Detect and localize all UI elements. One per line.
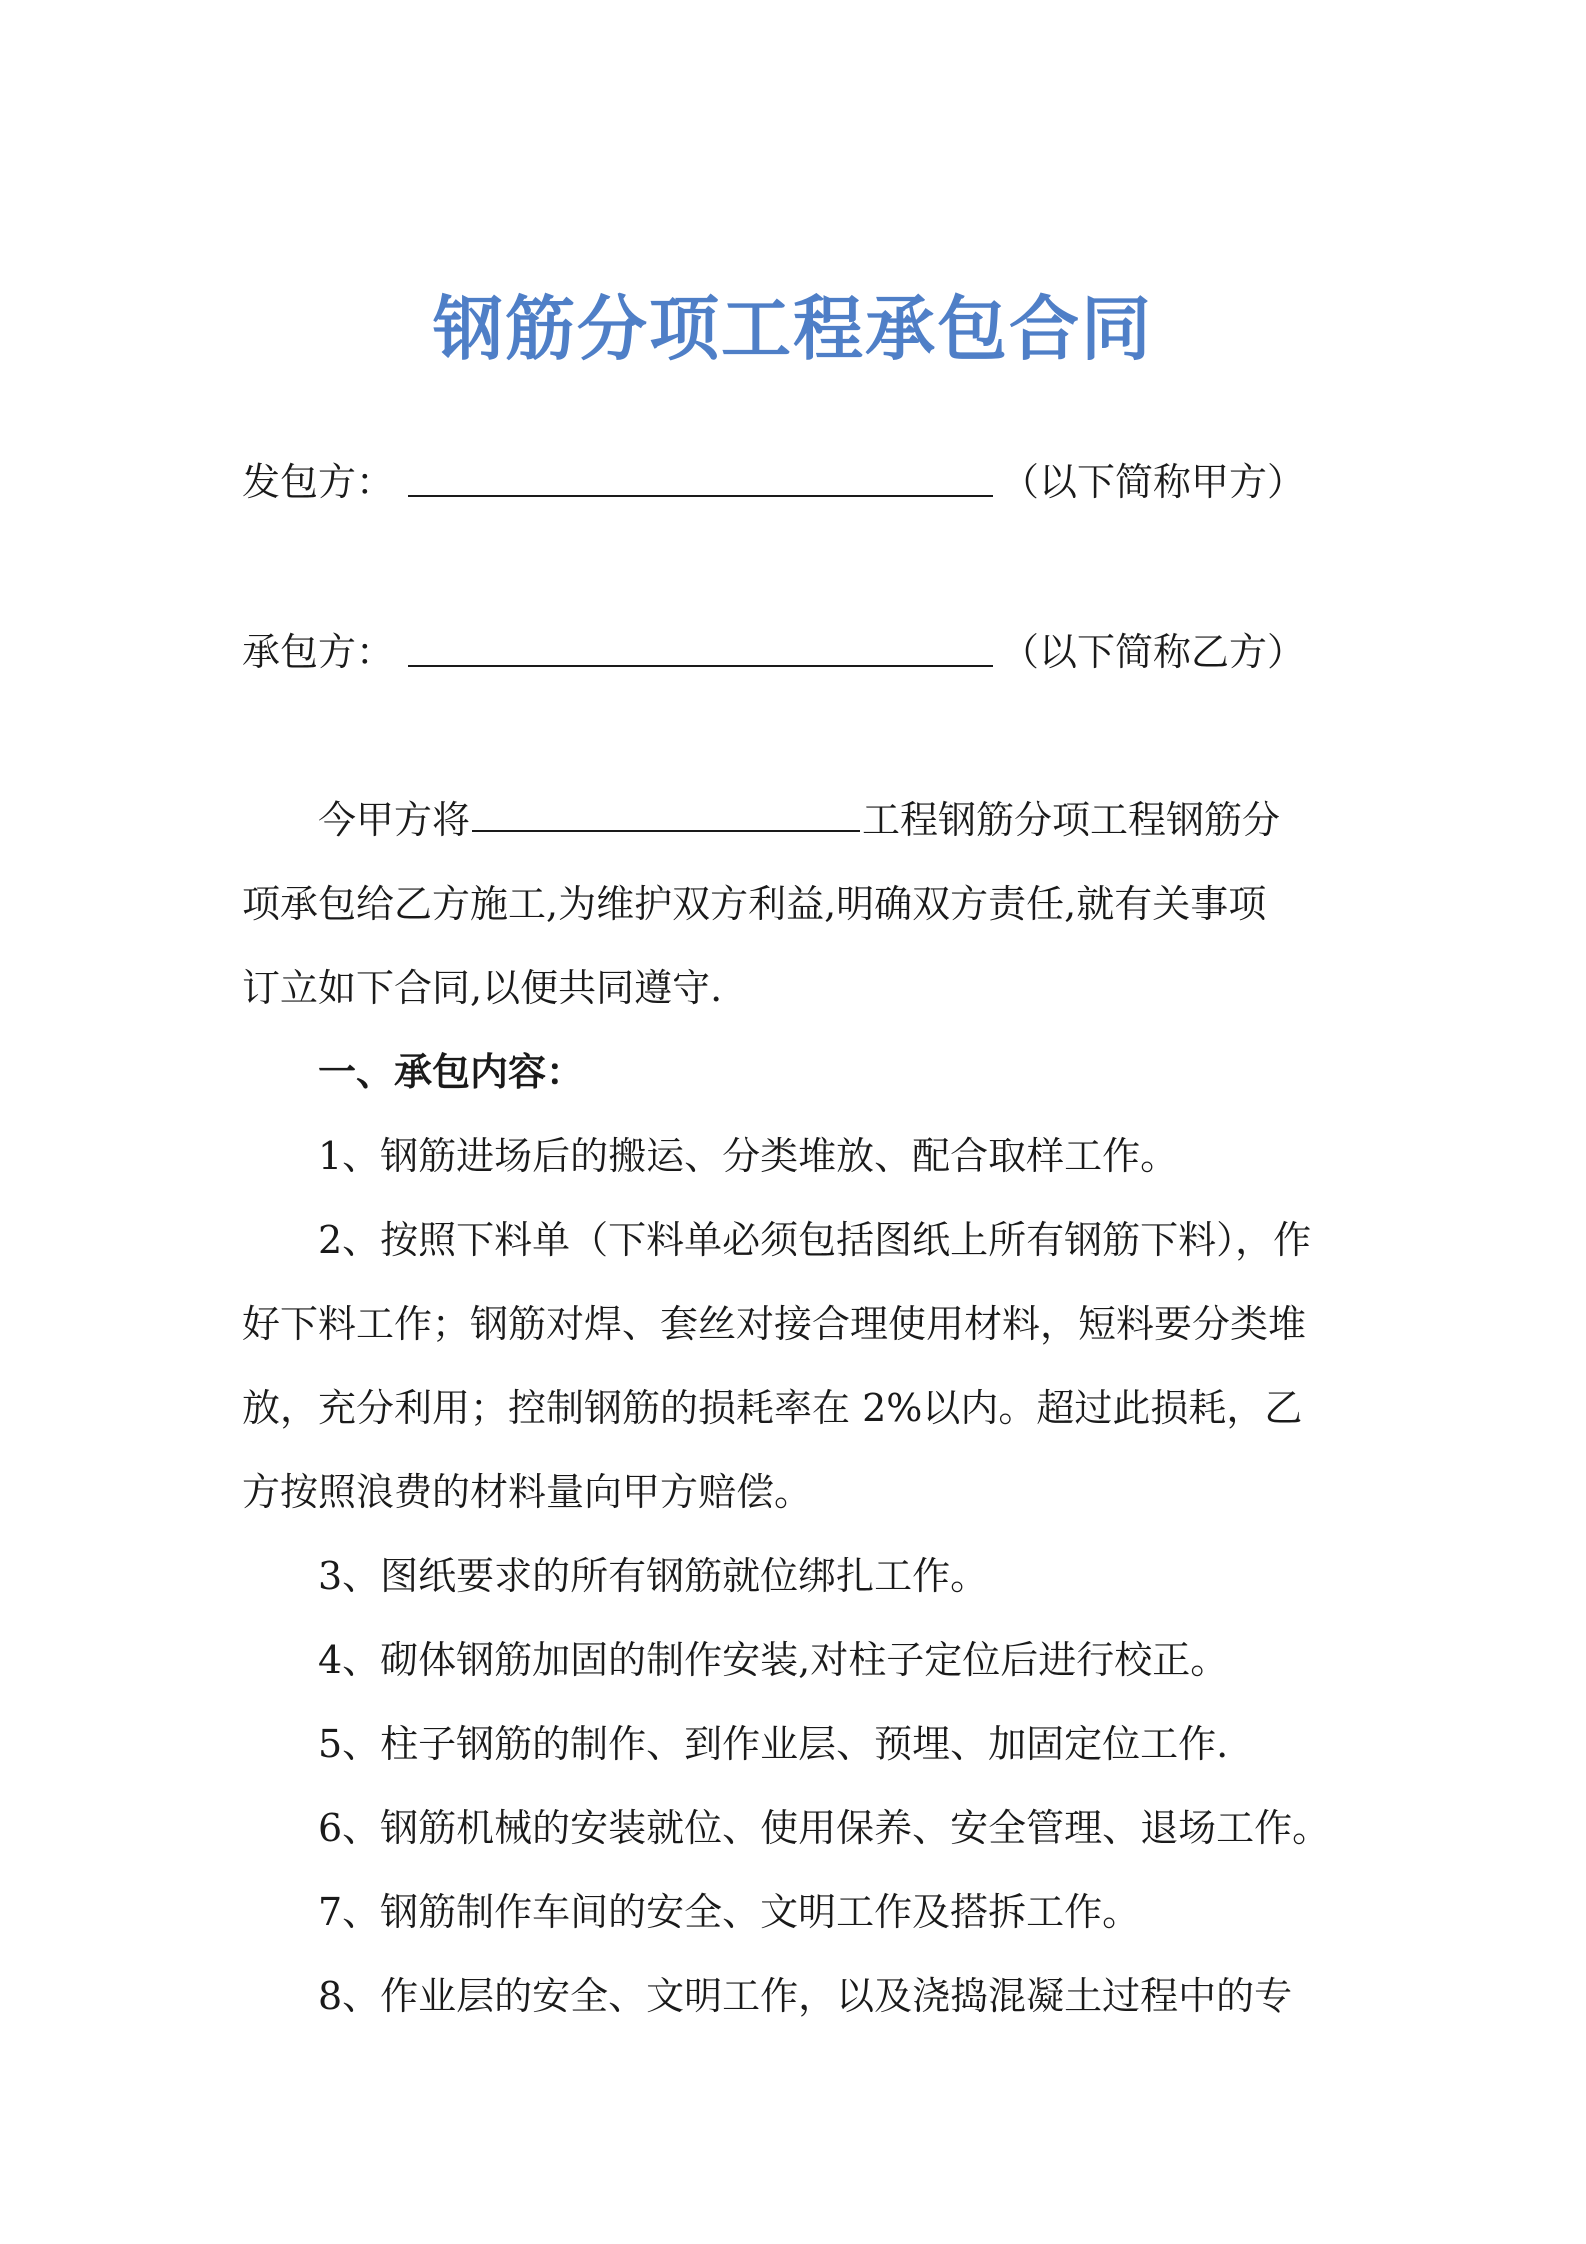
clause-4: 4、砌体钢筋加固的制作安装,对柱子定位后进行校正。 xyxy=(318,1638,1229,1682)
intro-line-1 xyxy=(318,790,1280,850)
clause-1: 1、钢筋进场后的搬运、分类堆放、配合取样工作。 xyxy=(318,1134,1179,1178)
project-name-blank-line xyxy=(472,790,860,832)
intro-line-1-text: 工程钢筋分项工程钢筋分 xyxy=(862,798,1281,842)
party-a-suffix: （以下简称甲方） xyxy=(1001,460,1306,504)
intro-prefix: 今甲方将 xyxy=(318,798,471,842)
party-b-label: 承包方： xyxy=(242,630,395,674)
clause-2-line-3: 放，充分利用；控制钢筋的损耗率在 2%以内。超过此损耗，乙 xyxy=(242,1386,1303,1430)
party-b-suffix: （以下简称乙方） xyxy=(1001,630,1306,674)
party-a-row xyxy=(242,452,1305,512)
clause-5: 5、柱子钢筋的制作、到作业层、预埋、加固定位工作. xyxy=(318,1722,1229,1766)
intro-line-2: 项承包给乙方施工,为维护双方利益,明确双方责任,就有关事项 xyxy=(242,882,1267,926)
intro-line-3: 订立如下合同,以便共同遵守. xyxy=(242,966,723,1010)
clause-2-line-1: 2、按照下料单（下料单必须包括图纸上所有钢筋下料），作 xyxy=(318,1218,1312,1262)
clause-3: 3、图纸要求的所有钢筋就位绑扎工作。 xyxy=(318,1554,989,1598)
clause-8-line-1: 8、作业层的安全、文明工作，以及浇捣混凝土过程中的专 xyxy=(318,1974,1293,2018)
clause-2-line-2: 好下料工作；钢筋对焊、套丝对接合理使用材料，短料要分类堆 xyxy=(242,1302,1307,1346)
party-a-label: 发包方： xyxy=(242,460,395,504)
party-b-blank-line xyxy=(408,625,993,667)
section-heading: 一、承包内容： xyxy=(318,1049,585,1094)
document-title: 钢筋分项工程承包合同 xyxy=(433,287,1153,370)
party-a-blank-line xyxy=(408,455,993,497)
clause-2-line-4: 方按照浪费的材料量向甲方赔偿。 xyxy=(242,1470,813,1514)
clause-6: 6、钢筋机械的安装就位、使用保养、安全管理、退场工作。 xyxy=(318,1806,1331,1850)
party-b-row xyxy=(242,622,1305,682)
clause-7: 7、钢筋制作车间的安全、文明工作及搭拆工作。 xyxy=(318,1890,1141,1934)
